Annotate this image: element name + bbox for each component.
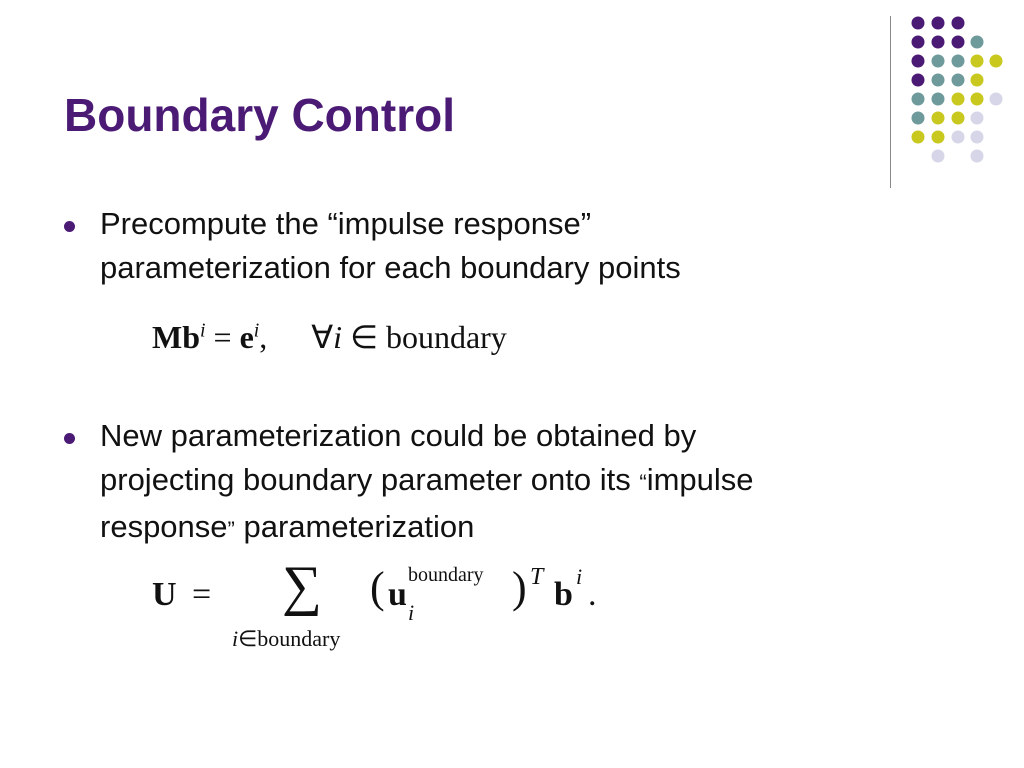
deco-dot [932, 36, 945, 49]
eq1-rhs-sup: i [253, 319, 260, 342]
eq2-period: . [588, 576, 597, 613]
deco-dot [971, 55, 984, 68]
eq1-in: ∈ [350, 319, 378, 355]
eq1-forall: ∀ [311, 319, 334, 355]
equation-2 [152, 555, 632, 670]
deco-dot [912, 112, 925, 125]
deco-dot [971, 74, 984, 87]
deco-dot [932, 17, 945, 30]
bullet-marker [64, 433, 75, 444]
deco-dot [912, 74, 925, 87]
eq1-var: i [333, 319, 343, 355]
deco-dot [932, 93, 945, 106]
eq2-sum: ∑ [282, 555, 322, 617]
eq1-lhs-sup: i [200, 319, 206, 342]
eq2-rparen: ) [512, 563, 527, 612]
deco-dot [952, 74, 965, 87]
deco-dot [932, 55, 945, 68]
deco-dot [971, 150, 984, 163]
eq2-b-sup: i [576, 564, 583, 589]
bullet-2-line-1: New parameterization could be obtained by [100, 418, 697, 453]
deco-dot [952, 17, 965, 30]
deco-dot [952, 36, 965, 49]
deco-dot [912, 17, 925, 30]
eq2-lparen: ( [370, 563, 385, 612]
eq1-equals: = [213, 319, 232, 355]
deco-dot [990, 93, 1003, 106]
deco-dot [971, 112, 984, 125]
deco-dot [912, 93, 925, 106]
deco-dot [912, 36, 925, 49]
bullet-marker [64, 221, 75, 232]
eq1-set: boundary [385, 319, 507, 355]
bullet-2-line-3: response” parameterization [100, 509, 475, 544]
eq1-rhs-symbol: e [239, 319, 254, 355]
eq2-u: u [388, 576, 407, 613]
deco-dot [932, 150, 945, 163]
eq2-u-sub: i [408, 600, 415, 625]
eq2-lhs: U [152, 576, 177, 613]
deco-dot [912, 131, 925, 144]
eq2-equals: = [192, 576, 212, 613]
deco-dot [932, 112, 945, 125]
deco-dot [971, 93, 984, 106]
bullet-1-line-2: parameterization for each boundary points [100, 250, 681, 285]
equation-1 [152, 318, 507, 356]
eq2-T: T [530, 564, 544, 590]
deco-dot [952, 55, 965, 68]
deco-dot [912, 55, 925, 68]
deco-dot [971, 131, 984, 144]
bullet-1 [100, 202, 681, 290]
deco-dot [952, 131, 965, 144]
deco-dot [990, 55, 1003, 68]
deco-dot [952, 112, 965, 125]
eq1-lhs-symbol: Mb [152, 319, 200, 355]
decorative-dot-grid [0, 0, 1024, 200]
eq2-b: b [554, 576, 573, 613]
deco-dot [971, 36, 984, 49]
eq1-comma: , [259, 319, 268, 355]
bullet-1-line-1: Precompute the “impulse response” [100, 206, 592, 241]
deco-dot [952, 93, 965, 106]
eq2-sum-sub: i∈boundary [232, 626, 341, 651]
deco-dot [932, 74, 945, 87]
slide-title: Boundary Control [64, 89, 455, 141]
deco-dot [932, 131, 945, 144]
eq2-u-sup: boundary [408, 564, 484, 586]
bullet-2-line-2: projecting boundary parameter onto its “impulse [100, 462, 754, 497]
bullet-2 [100, 414, 754, 552]
